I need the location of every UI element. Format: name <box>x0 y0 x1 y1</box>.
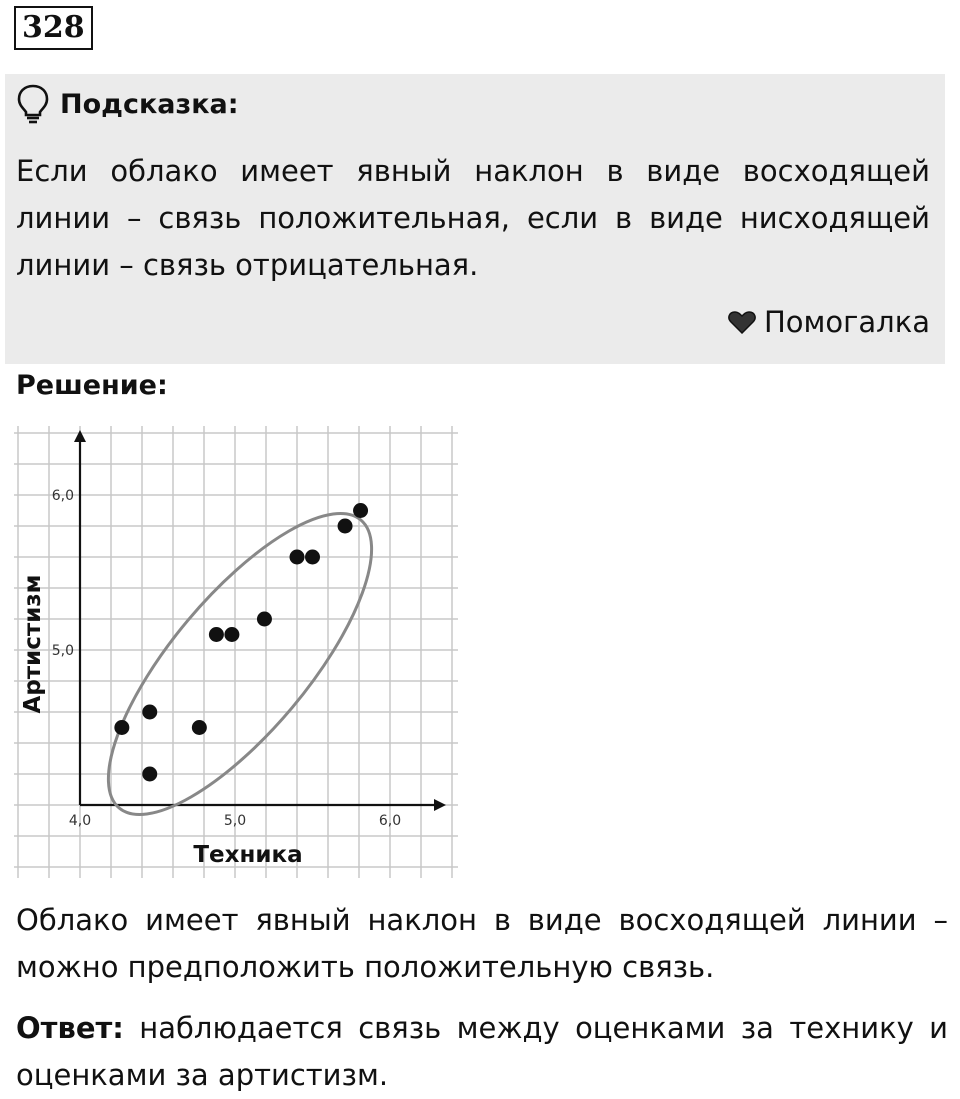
data-point <box>142 767 157 782</box>
chart-points <box>114 503 368 782</box>
data-point <box>353 503 368 518</box>
lightbulb-icon <box>16 84 50 124</box>
data-point <box>224 627 239 642</box>
y-tick-label: 6,0 <box>51 488 74 504</box>
data-point <box>114 720 129 735</box>
solution-title: Решение: <box>16 370 168 401</box>
x-tick-label: 5,0 <box>223 813 247 829</box>
y-axis-arrow <box>74 430 86 442</box>
x-tick-label: 4,0 <box>68 813 92 829</box>
data-point <box>305 550 320 565</box>
hint-header <box>16 84 239 124</box>
x-axis-arrow <box>434 799 446 811</box>
answer-label: Ответ: <box>16 1011 124 1045</box>
answer-text: наблюдается связь между оценками за технику и оценками за артистизм. <box>16 1011 948 1092</box>
brand <box>728 305 930 339</box>
hint-text: Если облако имеет явный наклон в виде восходящей линии – связь положительная, если в виде нисходящей линии – связь отрицательная. <box>16 154 930 282</box>
cloud-ellipse <box>67 476 413 851</box>
data-point <box>209 627 224 642</box>
y-axis-label: Артистизм <box>20 574 46 714</box>
data-point <box>142 705 157 720</box>
brand-label: Помогалка <box>764 305 930 339</box>
task-number: 328 <box>14 6 93 50</box>
x-tick-label: 6,0 <box>378 813 402 829</box>
answer-paragraph <box>16 1005 948 1099</box>
scatter-chart <box>12 422 460 880</box>
data-point <box>257 612 272 627</box>
solution-text: Облако имеет явный наклон в виде восходящей линии – можно предположить положительную связь. <box>16 903 948 984</box>
data-point <box>192 720 207 735</box>
data-point <box>290 550 305 565</box>
data-point <box>338 519 353 534</box>
y-tick-label: 5,0 <box>51 643 74 659</box>
hint-title: Подсказка: <box>60 88 239 120</box>
x-axis-label: Техника <box>193 842 303 868</box>
chart-ticks <box>52 488 401 829</box>
heart-icon <box>728 310 756 334</box>
